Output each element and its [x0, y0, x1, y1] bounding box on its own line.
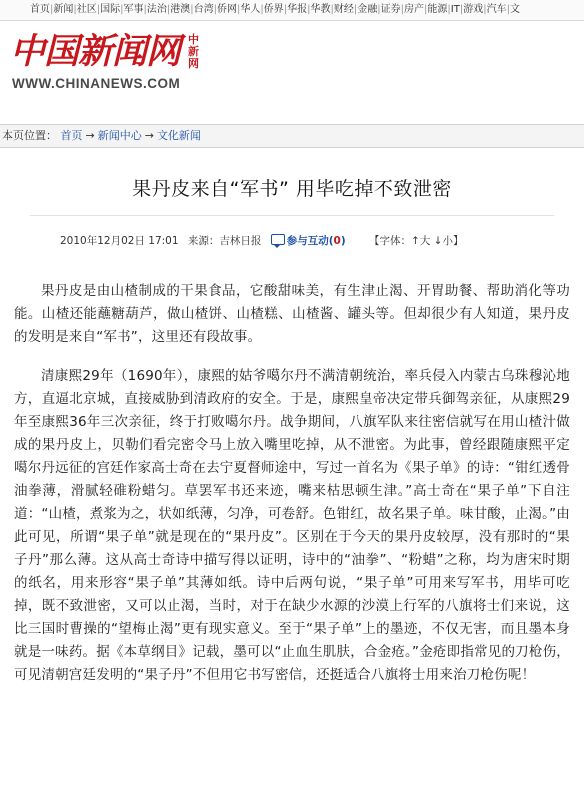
logo-url: WWW.CHINANEWS.COM: [12, 76, 181, 91]
nav-link[interactable]: 文: [509, 4, 520, 15]
article-paragraph: 清康熙29年（1690年），康熙的姑爷噶尔丹不满清朝统治，率兵侵入内蒙古乌珠穆沁地方，直逼北京城，直接威胁到清政府的安全。于是，康熙皇帝决定带兵御驾亲征，从康熙29年至康熙36年三次亲征，终于打败噶尔丹。战争期间，八旗军队来往密信就写在用山楂汁做成的果丹皮上，贝勒们看完密令马上放入嘴里吃掉，从不泄密。为此事，曾经跟随康熙平定噶尔丹远征的宫廷作家高士奇在去宁夏督师途中，写过一首名为《果子单》的诗：“钳红透骨油拳薄，滑腻轻碓粉蜡匀。草罢军书还来迹，嘴来枯思顿生津。”高士奇在“果子单”下自注道：“山楂，煮浆为之，状如纸薄，匀净，可卷舒。色钳红，故名果子单。味甘酸，止渴。”由此可见，所谓“果子单”就是现在的“果丹皮”。区别在于今天的果丹皮较厚，没有那时的“果子丹”那么薄。这从高士奇诗中描写得以证明，诗中的“油拳”、“粉蜡”之称，均为唐宋时期的纸名，用来形容“果子单”其薄如纸。诗中后两句说，“果子单”可用来写军书，用毕可吃掉，既不致泄密，又可以止渴，当时，对于在缺少水源的沙漠上行军的八旗将士们来说，这比三国时曹操的“望梅止渴”更有现实意义。至于“果子单”上的墨迹，不仅无害，而且墨本身就是一味药。据《本草纲目》记载，墨可以“止血生肌肤，合金疮。”金疮即指常见的刀枪伤，可见清朝宫廷发明的“果子丹”不但用它书写密信，还挺适合八旗将士用来治刀枪伤呢！: [14, 368, 570, 683]
article-title: 果丹皮来自“军书” 用毕吃掉不致泄密: [132, 178, 452, 200]
nav-link[interactable]: 侨网: [217, 4, 237, 15]
breadcrumb: [0, 124, 584, 148]
nav-link[interactable]: 金融: [357, 4, 378, 15]
breadcrumb-culture-news-link[interactable]: 文化新闻: [156, 129, 201, 142]
nav-link[interactable]: 首页: [30, 4, 50, 15]
top-nav-links: 首页|新闻|社区|国际|军事|法治|港澳|台湾|侨网|华人|侨界|华报|华教|财经|金融|证券|房产|能源|IT|游戏|汽车|文: [30, 4, 520, 15]
nav-link[interactable]: 社区: [76, 4, 97, 15]
breadcrumb-home-link[interactable]: 首页: [60, 129, 83, 142]
nav-link[interactable]: 台湾: [193, 4, 214, 15]
breadcrumb-label: 本页位置：: [2, 129, 57, 142]
nav-link[interactable]: 侨界: [263, 4, 284, 15]
logo-chinese-name: 中国新闻网: [10, 31, 181, 72]
nav-link[interactable]: 汽车: [486, 4, 507, 15]
chat-icon: [271, 234, 285, 245]
article-body: [14, 280, 570, 703]
title-divider: [30, 215, 554, 216]
source-name: 吉林日报: [219, 235, 262, 247]
nav-link[interactable]: 华人: [240, 4, 261, 15]
site-logo[interactable]: [10, 30, 210, 100]
article-paragraph: 果丹皮是由山楂制成的干果食品，它酸甜味美，有生津止渴、开胃助餐、帮助消化等功能。山楂还能蘸糖葫芦，做山楂饼、山楂糕、山楂酱、罐头等。但却很少有人知道，果丹皮的发明是来自“军书”，这里还有段故事。: [14, 283, 570, 345]
nav-link[interactable]: 证券: [380, 4, 401, 15]
interact-close: ): [340, 235, 346, 247]
nav-link[interactable]: 法治: [146, 4, 167, 15]
font-size-control[interactable]: 【字体：↑大 ↓小】: [369, 235, 464, 247]
source-label: 来源：: [187, 235, 220, 247]
nav-link[interactable]: 房产: [404, 4, 424, 15]
nav-link[interactable]: 新闻: [53, 4, 74, 15]
nav-link[interactable]: 能源: [427, 4, 448, 15]
nav-link[interactable]: 国际: [100, 4, 121, 15]
breadcrumb-news-center-link[interactable]: 新闻中心: [97, 129, 142, 142]
interact-link[interactable]: [271, 235, 346, 247]
nav-link[interactable]: 游戏: [463, 4, 484, 15]
interact-label: 参与互动(: [286, 235, 334, 247]
nav-link[interactable]: 华教: [310, 4, 331, 15]
breadcrumb-arrow-icon: →: [144, 129, 154, 142]
nav-link[interactable]: 财经: [333, 4, 354, 15]
top-navigation: [0, 0, 584, 21]
nav-link[interactable]: 军事: [123, 4, 144, 15]
article-meta: [60, 233, 469, 248]
nav-link[interactable]: 港澳: [170, 4, 191, 15]
nav-link[interactable]: 华报: [287, 4, 308, 15]
nav-link[interactable]: IT: [450, 4, 460, 15]
publish-date: 2010年12月02日 17:01: [60, 235, 179, 247]
logo-short-name: 中新网: [188, 33, 199, 70]
interact-count: 0: [333, 235, 341, 247]
breadcrumb-arrow-icon: →: [85, 129, 95, 142]
